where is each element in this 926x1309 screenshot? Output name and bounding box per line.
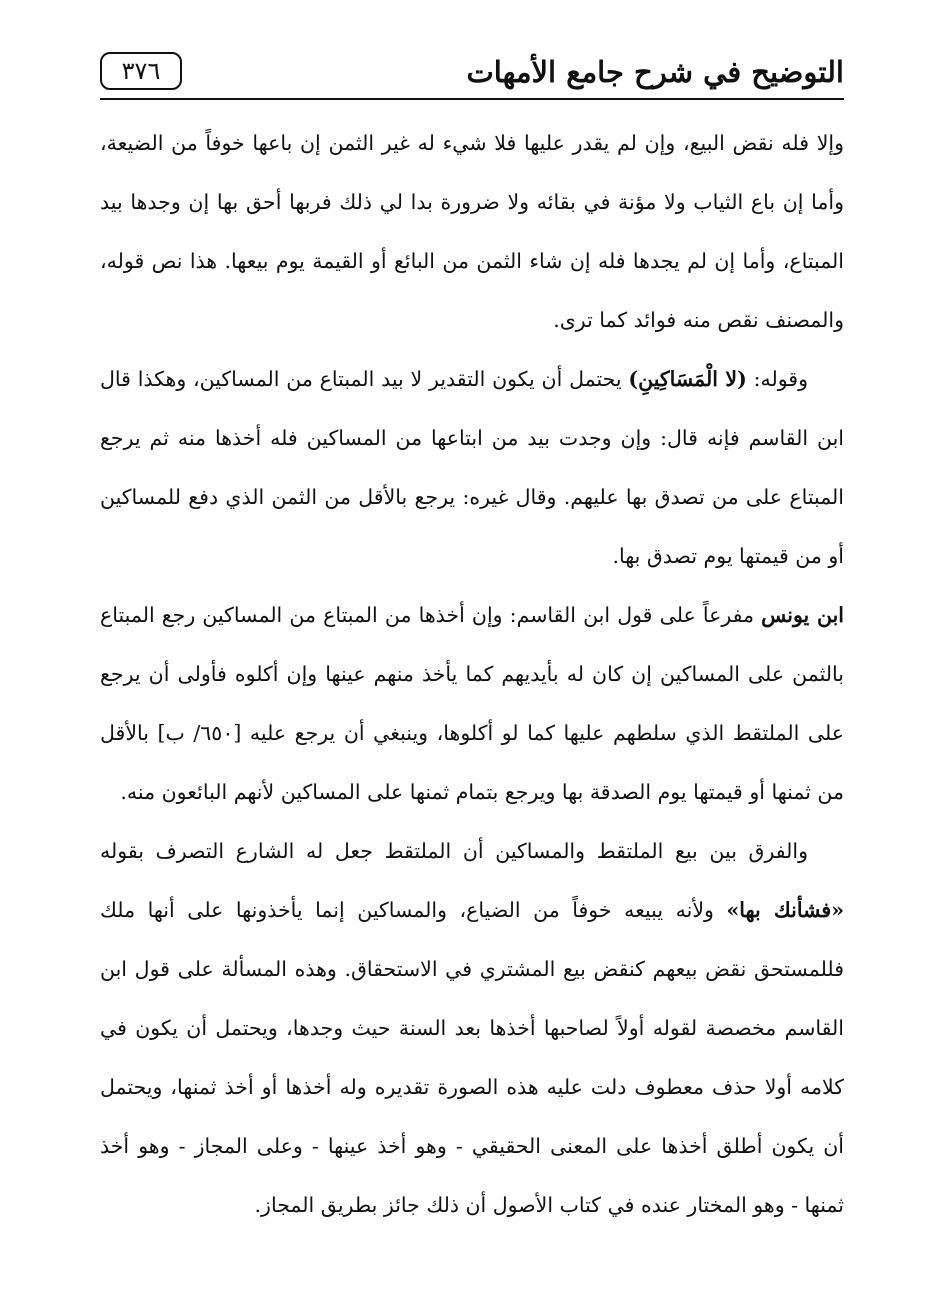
- page-header: [100, 48, 844, 100]
- paragraph-lead: وقوله:: [746, 367, 809, 391]
- quoted-term: (لا الْمَسَاكِينِ): [628, 367, 747, 391]
- paragraph-text: ولأنه يبيعه خوفاً من الضياع، والمساكين إنما يأخذونها على أنها ملك فللمستحق نقض بيعهم كنقض بيع المشتري في الاستحقاق. وهذه المسألة على قول ابن القاسم مخصصة لقوله أولاً لصاحبها أخذها بعد السنة حيث وجدها، ويحتمل أن يكون في كلامه أولا حذف معطوف دلت عليه هذه الصورة تقديره وله أخذها أو أخذ ثمنها، ويحتمل أن يكون أطلق أخذها على المعنى الحقيقي - وهو أخذ عينها - وعلى المجاز - وهو أخذ ثمنها - وهو المختار عنده في كتاب الأصول أن ذلك جائز بطريق المجاز.: [100, 898, 844, 1217]
- paragraph-1: [100, 114, 844, 350]
- page-number: ٣٧٦: [100, 52, 182, 90]
- paragraph-text: وإلا فله نقض البيع، وإن لم يقدر عليها فلا شيء له غير الثمن إن باعها خوفاً من الضيعة، وأما إن باع الثياب ولا مؤنة في بقائه ولا ضرورة بدا لي ذلك فربها أحق بها إن وجدها بيد المبتاع، وأما إن لم يجدها فله إن شاء الثمن من البائع أو القيمة يوم بيعها. هذا نص قوله، والمصنف نقص منه فوائد كما ترى.: [100, 131, 844, 332]
- paragraph-text: يحتمل أن يكون التقدير لا بيد المبتاع من المساكين، وهكذا قال ابن القاسم فإنه قال: وإن وجدت بيد من ابتاعها من المساكين فله أخذها منه ثم يرجع المبتاع على من تصدق بها عليهم. وقال غيره: يرجع بالأقل من الثمن الذي دفع للمساكين أو من قيمتها يوم تصدق بها.: [100, 367, 844, 568]
- cited-scholar: ابن يونس: [761, 603, 844, 627]
- paragraph-3: [100, 586, 844, 822]
- header-rule: [100, 98, 844, 100]
- paragraph-2: [100, 350, 844, 586]
- page-body: [100, 114, 844, 1235]
- paragraph-lead: والفرق بين بيع الملتقط والمساكين أن الملتقط جعل له الشارع التصرف بقوله: [100, 839, 808, 863]
- paragraph-4: [100, 822, 844, 1235]
- hadith-quote: «فشأنك بها»: [726, 898, 845, 922]
- running-title: التوضيح في شرح جامع الأمهات: [466, 55, 844, 89]
- paragraph-text: مفرعاً على قول ابن القاسم: وإن أخذها من المبتاع من المساكين رجع المبتاع بالثمن على المساكين إن كان له بأيديهم كما يأخذ منهم عينها وإن أكلوه فأولى أن يرجع على الملتقط الذي سلطهم عليها كما لو أكلوها، وينبغي أن يرجع عليه [٦٥٠/ ب] بالأقل من ثمنها أو قيمتها يوم الصدقة بها ويرجع بتمام ثمنها على المساكين لأنهم البائعون منه.: [100, 603, 844, 804]
